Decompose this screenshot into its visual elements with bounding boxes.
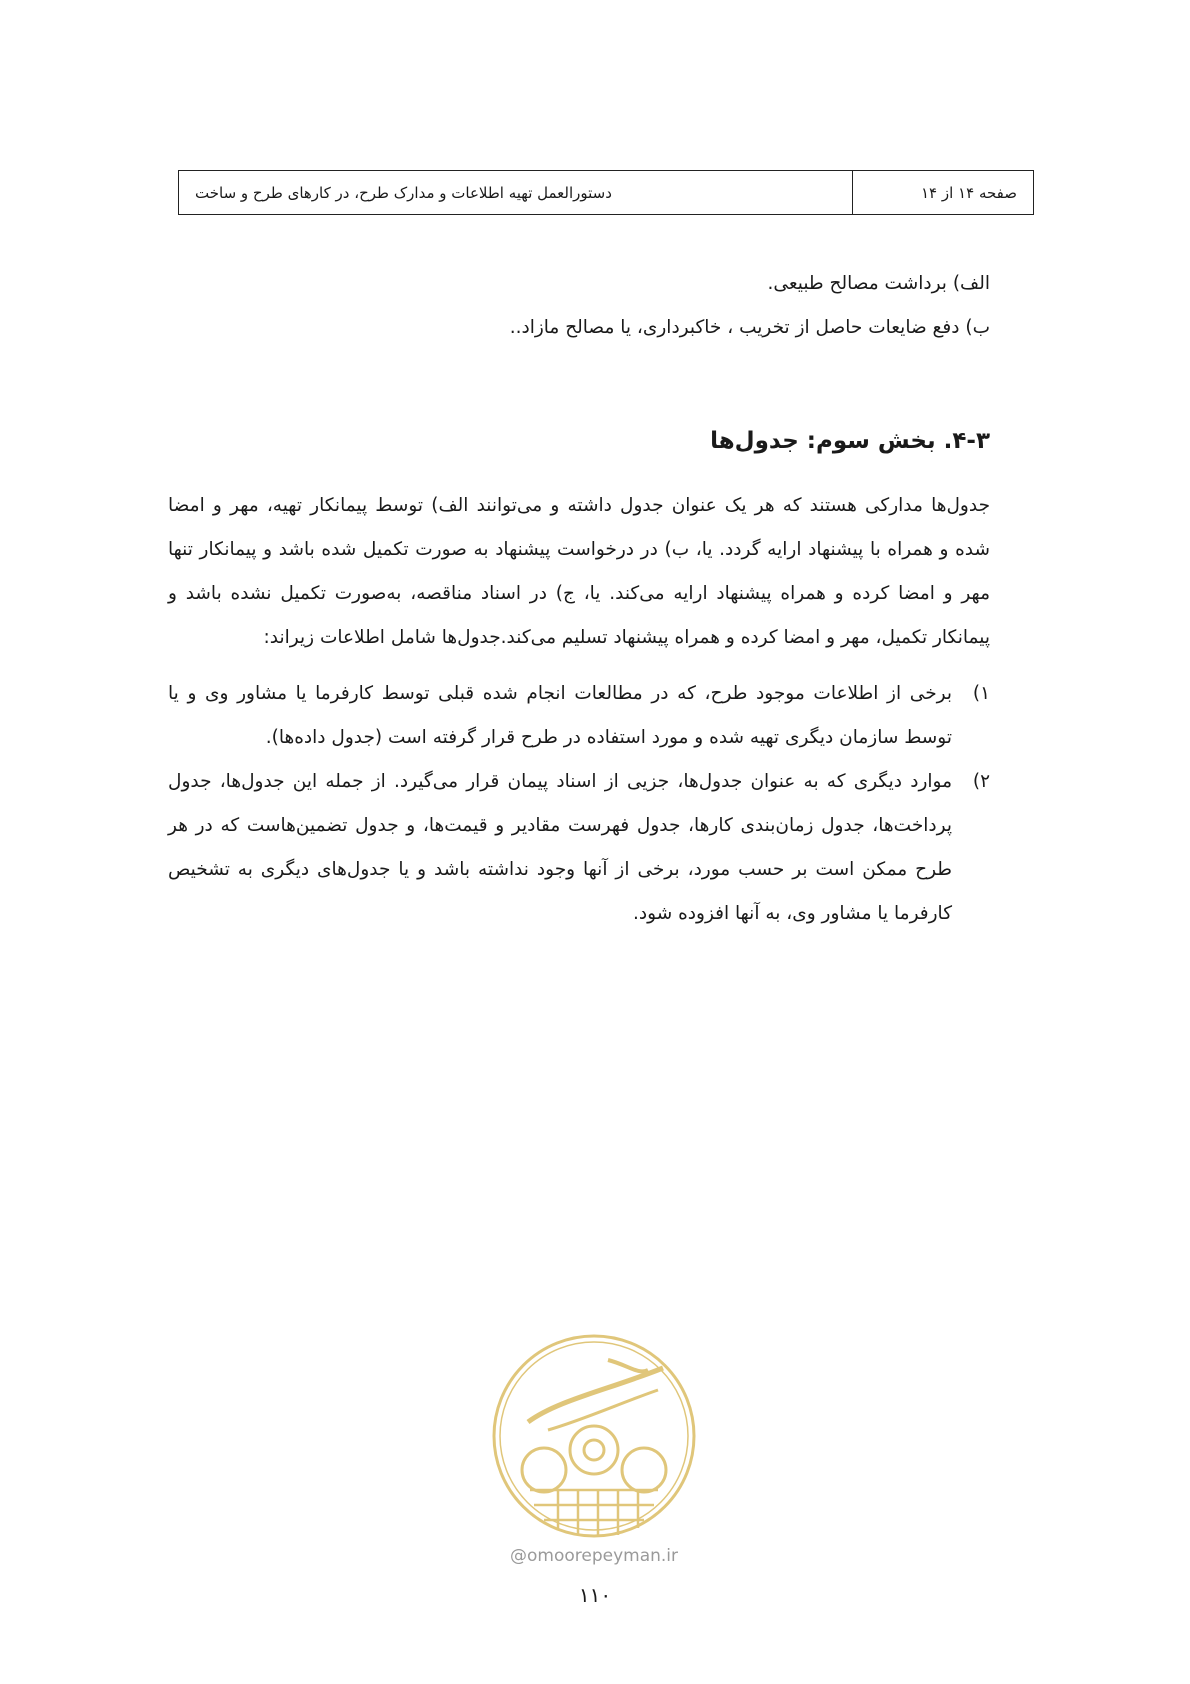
list-item-number: ۲): [972, 771, 990, 792]
paragraph-text: جدول‌ها مدارکی هستند که هر یک عنوان جدول داشته و می‌توانند الف) توسط پیمانکار تهیه، مهر و امضا شده و همراه با پیشنهاد ارایه گردد. یا، ب) در درخواست پیشنهاد به صورت تکمیل شده باشد و پیمانکار تنها مهر و امضا کرده و همراه پیشنهاد ارایه می‌کند. یا، ج) در اسناد مناقصه، به‌صورت تکمیل نشده باشد و پیمانکار تکمیل، مهر و امضا کرده و همراه پیشنهاد تسلیم می‌کند.جدول‌ها شامل اطلاعات زیراند:: [168, 495, 990, 648]
intro-item-b: ب) دفع ضایعات حاصل از تخریب ، خاکبرداری، یا مصالح مازاد..: [509, 317, 990, 338]
list-item: [168, 760, 990, 936]
list-item-number: ۱): [972, 683, 990, 704]
list-item-text: موارد دیگری که به عنوان جدول‌ها، جزیی از اسناد پیمان قرار می‌گیرد. از جمله این جدول‌ها، جدول پرداخت‌ها، جدول زمان‌بندی کارها، جدول فهرست مقادیر و قیمت‌ها، و جدول تضمین‌هاست که در هر طرح ممکن است بر حسب مورد، برخی از آنها وجود نداشته باشد و یا جدول‌های دیگری به تشخیص کارفرما یا مشاور وی، به آنها افزوده شود.: [168, 771, 952, 924]
list-item-text: برخی از اطلاعات موجود طرح، که در مطالعات انجام شده قبلی توسط کارفرما یا مشاور وی و یا توسط سازمان دیگری تهیه شده و مورد استفاده در طرح قرار گرفته است (جدول داده‌ها).: [168, 683, 952, 748]
page-header-table: [178, 170, 1034, 215]
header-page-info: صفحه ۱۴ از ۱۴: [920, 183, 1017, 202]
section-heading: ۴-۳. بخش سوم: جدول‌ها: [710, 428, 990, 454]
intro-item-a: الف) برداشت مصالح طبیعی.: [767, 273, 990, 294]
page-number: ۱۱۰: [578, 1583, 612, 1607]
website-watermark: @omoorepeyman.ir: [509, 1546, 679, 1566]
header-document-title: دستورالعمل تهیه اطلاعات و مدارک طرح، در کارهای طرح و ساخت: [179, 171, 853, 214]
section-paragraph: [168, 484, 990, 660]
intro-list: [460, 262, 990, 350]
list-item: [168, 672, 990, 760]
omoore-peyman-seal-logo: [488, 1330, 700, 1542]
numbered-list: [168, 672, 990, 936]
